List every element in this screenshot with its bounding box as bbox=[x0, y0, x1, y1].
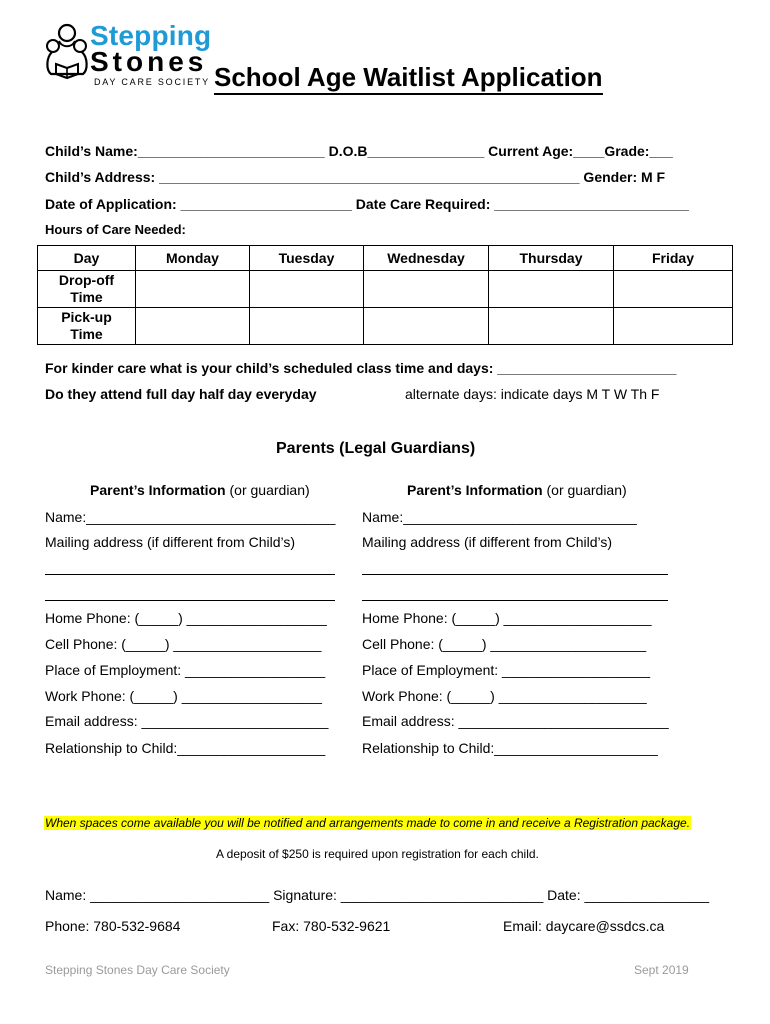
logo-word-stepping: Stepping bbox=[90, 20, 212, 51]
kinder-class-time-row[interactable]: For kinder care what is your child’s scheduled class time and days: _______________________ bbox=[45, 360, 677, 376]
dropoff-thursday-cell[interactable] bbox=[489, 271, 614, 308]
parent2-address-line-1[interactable] bbox=[362, 574, 668, 575]
contact-email[interactable]: Email: daycare@ssdcs.ca bbox=[503, 918, 665, 934]
parent1-cell-phone-field[interactable]: Cell Phone: (_____) ___________________ bbox=[45, 636, 322, 652]
column-header-thursday: Thursday bbox=[489, 246, 614, 271]
column-header-day: Day bbox=[38, 246, 136, 271]
alternate-days-option[interactable]: alternate days: indicate days M T W Th F bbox=[405, 386, 660, 402]
parent2-cell-phone-field[interactable]: Cell Phone: (_____) ____________________ bbox=[362, 636, 647, 652]
footer-date: Sept 2019 bbox=[634, 963, 689, 977]
column-header-friday: Friday bbox=[614, 246, 733, 271]
parent1-address-line-2[interactable] bbox=[45, 600, 335, 601]
hours-of-care-label: Hours of Care Needed: bbox=[45, 222, 186, 237]
dropoff-friday-cell[interactable] bbox=[614, 271, 733, 308]
attendance-question: Do they attend full day half day everyday bbox=[45, 386, 317, 402]
parent1-address-line-1[interactable] bbox=[45, 574, 335, 575]
pickup-tuesday-cell[interactable] bbox=[250, 308, 364, 345]
parent1-work-phone-field[interactable]: Work Phone: (_____) __________________ bbox=[45, 688, 322, 704]
logo-word-stones: Stones bbox=[90, 46, 208, 77]
parent1-mailing-label: Mailing address (if different from Child’s) bbox=[45, 534, 296, 550]
contact-fax: Fax: 780-532-9621 bbox=[272, 918, 391, 934]
application-dates-row[interactable]: Date of Application: ______________________ Date Care Required: _________________________ bbox=[45, 196, 689, 212]
parent2-email-field[interactable]: Email address: ___________________________ bbox=[362, 713, 669, 729]
parent2-work-phone-field[interactable]: Work Phone: (_____) ___________________ bbox=[362, 688, 647, 704]
dropoff-tuesday-cell[interactable] bbox=[250, 271, 364, 308]
parent1-relationship-field[interactable]: Relationship to Child:___________________ bbox=[45, 740, 326, 756]
parent2-home-phone-field[interactable]: Home Phone: (_____) ___________________ bbox=[362, 610, 652, 626]
parents-heading: Parents (Legal Guardians) bbox=[276, 440, 476, 457]
parent1-name-field[interactable]: Name:________________________________ bbox=[45, 509, 336, 525]
logo bbox=[42, 20, 218, 92]
pickup-thursday-cell[interactable] bbox=[489, 308, 614, 345]
deposit-note: A deposit of $250 is required upon registration for each child. bbox=[216, 847, 539, 861]
row-label-dropoff: Drop-off Time bbox=[38, 271, 136, 308]
table-row-pickup bbox=[38, 308, 733, 345]
table-header-row bbox=[38, 246, 733, 271]
hours-of-care-table bbox=[37, 245, 733, 345]
parent1-email-field[interactable]: Email address: ________________________ bbox=[45, 713, 329, 729]
column-header-wednesday: Wednesday bbox=[364, 246, 489, 271]
footer-organization: Stepping Stones Day Care Society bbox=[45, 963, 230, 977]
registration-notice: When spaces come available you will be notified and arrangements made to come in and receive a Registration package. bbox=[45, 816, 691, 830]
parent2-relationship-field[interactable]: Relationship to Child:_____________________ bbox=[362, 740, 658, 756]
parent2-mailing-label: Mailing address (if different from Child’s) bbox=[362, 534, 613, 550]
child-address-gender-row[interactable]: Child’s Address: ______________________________________________________ Gender: M F bbox=[45, 169, 666, 185]
family-reading-icon bbox=[42, 22, 92, 82]
pickup-monday-cell[interactable] bbox=[136, 308, 250, 345]
dropoff-wednesday-cell[interactable] bbox=[364, 271, 489, 308]
parent2-info-heading: Parent’s Information (or guardian) bbox=[407, 482, 627, 498]
column-header-monday: Monday bbox=[136, 246, 250, 271]
parent1-employment-field[interactable]: Place of Employment: __________________ bbox=[45, 662, 326, 678]
pickup-wednesday-cell[interactable] bbox=[364, 308, 489, 345]
parent1-home-phone-field[interactable]: Home Phone: (_____) __________________ bbox=[45, 610, 327, 626]
row-label-pickup: Pick-up Time bbox=[38, 308, 136, 345]
contact-phone: Phone: 780-532-9684 bbox=[45, 918, 181, 934]
parent2-name-field[interactable]: Name:______________________________ bbox=[362, 509, 637, 525]
page-title: School Age Waitlist Application bbox=[214, 62, 603, 95]
pickup-friday-cell[interactable] bbox=[614, 308, 733, 345]
parent1-info-heading: Parent’s Information (or guardian) bbox=[90, 482, 310, 498]
attendance-options-row[interactable] bbox=[45, 386, 317, 402]
signature-row[interactable]: Name: _______________________ Signature: __________________________ Date: ________________ bbox=[45, 887, 710, 903]
child-name-dob-row[interactable]: Child’s Name:________________________ D.O.B_______________ Current Age:____Grade:___ bbox=[45, 143, 673, 159]
table-row-dropoff bbox=[38, 271, 733, 308]
dropoff-monday-cell[interactable] bbox=[136, 271, 250, 308]
logo-tagline: DAY CARE SOCIETY bbox=[94, 77, 210, 87]
parent2-address-line-2[interactable] bbox=[362, 600, 668, 601]
parent2-employment-field[interactable]: Place of Employment: ___________________ bbox=[362, 662, 650, 678]
column-header-tuesday: Tuesday bbox=[250, 246, 364, 271]
